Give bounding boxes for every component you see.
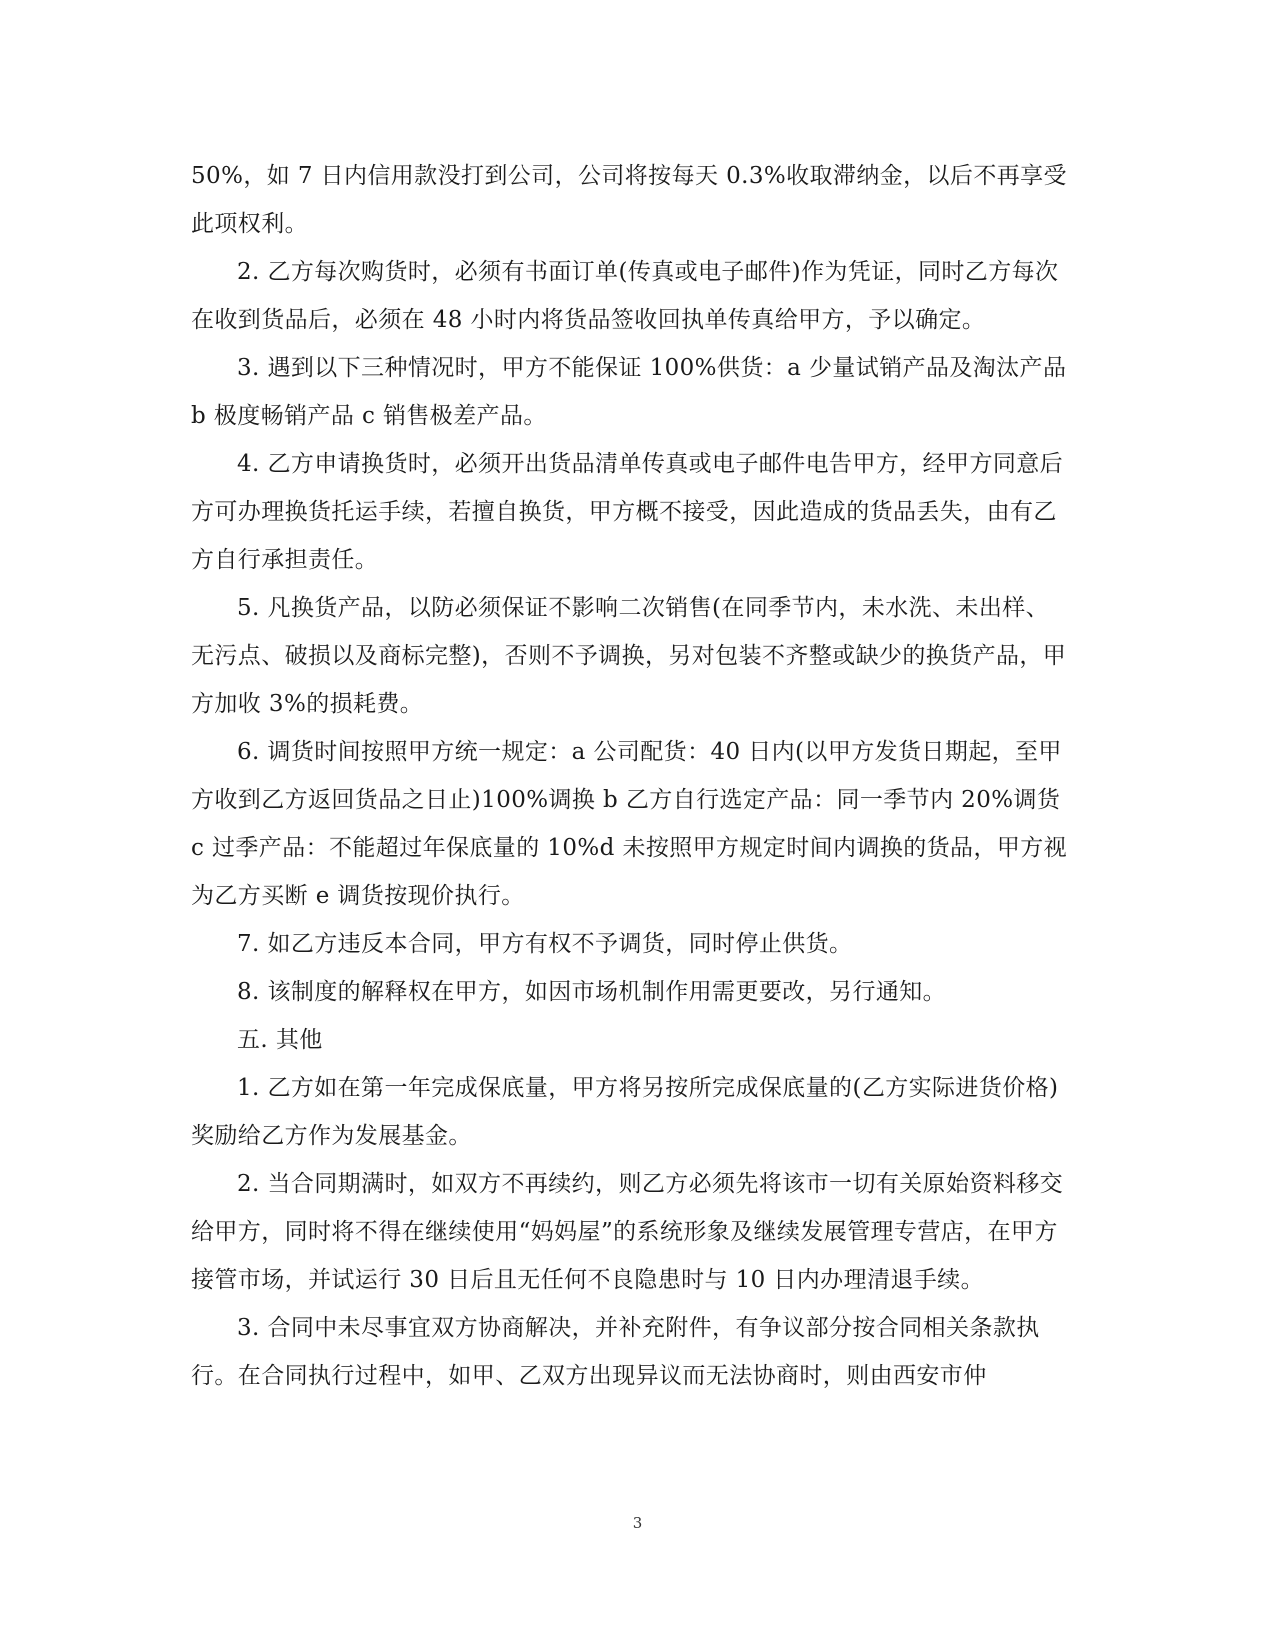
paragraph-item-5-exchange-condition: 5. 凡换货产品，以防必须保证不影响二次销售(在同季节内，未水洗、未出样、无污点、破损以及商标完整)，否则不予调换，另对包装不齐整或缺少的换货产品，甲方加收 3%的损耗费。 [191, 595, 1067, 717]
paragraph-other-2-expiry: 2. 当合同期满时，如双方不再续约，则乙方必须先将该市一切有关原始资料移交给甲方，同时将不得在继续使用“妈妈屋”的系统形象及继续发展管理专营店，在甲方接管市场，并试运行 30 日后且无任何不良隐患时与 10 日内办理清退手续。 [191, 1171, 1064, 1293]
section-heading-other: 五. 其他 [237, 1027, 323, 1053]
paragraph-continuation: 50%，如 7 日内信用款没打到公司，公司将按每天 0.3%收取滞纳金，以后不再享受此项权利。 [191, 163, 1067, 237]
document-body [191, 152, 1071, 1400]
paragraph-item-8-interpretation: 8. 该制度的解释权在甲方，如因市场机制作用需更要改，另行通知。 [237, 979, 947, 1005]
paragraph-item-2-orders: 2. 乙方每次购货时，必须有书面订单(传真或电子邮件)作为凭证，同时乙方每次在收到货品后，必须在 48 小时内将货品签收回执单传真给甲方，予以确定。 [191, 259, 1059, 333]
paragraph-item-4-exchange-request: 4. 乙方申请换货时，必须开出货品清单传真或电子邮件电告甲方，经甲方同意后方可办理换货托运手续，若擅自换货，甲方概不接受，因此造成的货品丢失，由有乙方自行承担责任。 [191, 451, 1064, 573]
paragraph-item-6-transfer-time: 6. 调货时间按照甲方统一规定：a 公司配货：40 日内(以甲方发货日期起，至甲方收到乙方返回货品之日止)100%调换 b 乙方自行选定产品：同一季节内 20%调货 c 过季产品：不能超过年保底量的 10%d 未按照甲方规定时间内调换的货品，甲方视为乙方买断 e 调货按现价执行。 [191, 739, 1068, 909]
paragraph-other-1-bonus: 1. 乙方如在第一年完成保底量，甲方将另按所完成保底量的(乙方实际进货价格)奖励给乙方作为发展基金。 [191, 1075, 1059, 1149]
paragraph-item-7-violation: 7. 如乙方违反本合同，甲方有权不予调货，同时停止供货。 [237, 931, 853, 957]
page-number: 3 [632, 1514, 643, 1532]
paragraph-other-3-disputes: 3. 合同中未尽事宜双方协商解决，并补充附件，有争议部分按合同相关条款执行。在合同执行过程中，如甲、乙双方出现异议而无法协商时，则由西安市仲 [191, 1315, 1040, 1389]
paragraph-item-3-supply: 3. 遇到以下三种情况时，甲方不能保证 100%供货：a 少量试销产品及淘汰产品 b 极度畅销产品 c 销售极差产品。 [191, 355, 1067, 429]
